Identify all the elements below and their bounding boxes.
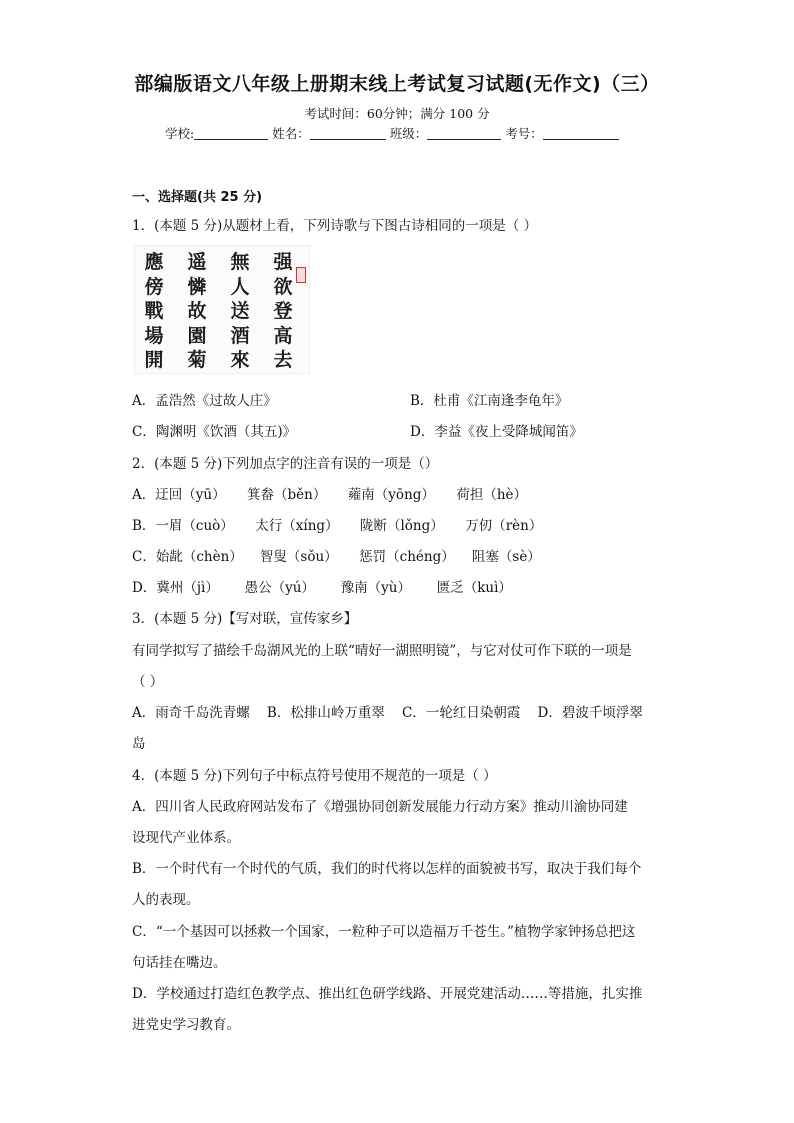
exam-title: 部编版语文八年级上册期末线上考试复习试题(无作文)（三）	[134, 73, 660, 95]
q1-stem: 1．(本题 5 分)从题材上看，下列诗歌与下图古诗相同的一项是（ ）	[132, 218, 538, 234]
q2-option-c[interactable]: C．始龀（chèn） 智叟（sǒu） 惩罚（chéng） 阻塞（sè）	[132, 549, 541, 565]
calligraphy-char: 强	[273, 251, 293, 273]
calligraphy-char: 開	[144, 349, 164, 371]
class-label: 班级：	[389, 126, 428, 141]
school-blank[interactable]	[194, 126, 268, 140]
calligraphy-char: 憐	[187, 275, 207, 298]
calligraphy-column-3	[183, 250, 211, 373]
q2-option-a[interactable]: A．迂回（yū） 箕畚（běn） 蕹南（yōng） 荷担（hè）	[132, 487, 528, 503]
calligraphy-char: 戰	[144, 300, 164, 322]
calligraphy-char: 傍	[144, 275, 164, 298]
q2-option-d[interactable]: D．冀州（jì） 愚公（yú） 豫南（yù） 匮乏（kuì）	[132, 580, 512, 596]
q4-option-c-line-1[interactable]: C．“一个基因可以拯救一个国家，一粒种子可以造福万千苍生。”植物学家钟扬总把这	[132, 924, 636, 940]
calligraphy-char: 應	[144, 251, 164, 273]
q2-option-b[interactable]: B．一眉（cuò） 太行（xíng） 陇断（lǒng） 万仞（rèn）	[132, 518, 543, 534]
calligraphy-char: 菊	[187, 349, 207, 371]
q2-stem: 2．(本题 5 分)下列加点字的注音有误的一项是（）	[132, 456, 439, 472]
q3-stem: 3．(本题 5 分)【写对联，宣传家乡】	[132, 611, 358, 627]
calligraphy-column-2	[226, 250, 254, 373]
calligraphy-char: 場	[144, 324, 164, 347]
red-seal-stamp	[296, 267, 306, 283]
section-heading: 一、选择题(共 25 分)	[132, 190, 263, 205]
q4-option-b-line-1[interactable]: B．一个时代有一个时代的气质，我们的时代将以怎样的面貌被书写，取决于我们每个	[132, 861, 642, 877]
name-blank[interactable]	[310, 126, 386, 140]
calligraphy-char: 登	[273, 300, 293, 322]
student-info-row	[165, 124, 619, 142]
q3-options-line-2[interactable]: 岛	[132, 736, 146, 752]
calligraphy-column-1	[269, 250, 297, 373]
name-label: 姓名：	[272, 126, 310, 141]
calligraphy-char: 遥	[187, 251, 207, 273]
calligraphy-char: 高	[273, 324, 293, 347]
q1-option-b[interactable]: B．杜甫《江南逢李龟年》	[410, 393, 569, 409]
q4-option-c-line-2[interactable]: 句话挂在嘴边。	[132, 955, 227, 971]
q4-stem: 4．(本题 5 分)下列句子中标点符号使用不规范的一项是（ ）	[132, 768, 497, 784]
q3-body-line-1: 有同学拟写了描绘千岛湖风光的上联“晴好一湖照明镜”，与它对仗可作下联的一项是	[132, 643, 632, 659]
q1-option-d[interactable]: D．李益《夜上受降城闻笛》	[410, 424, 583, 440]
id-label: 考号：	[505, 126, 543, 141]
q1-option-a[interactable]: A．孟浩然《过故人庄》	[132, 393, 277, 409]
calligraphy-char: 送	[230, 300, 250, 322]
calligraphy-column-4	[140, 250, 168, 373]
calligraphy-char: 園	[187, 324, 207, 347]
calligraphy-char: 欲	[273, 275, 293, 298]
calligraphy-char: 去	[273, 349, 293, 371]
school-label: 学校:	[165, 126, 195, 141]
q4-option-b-line-2[interactable]: 人的表现。	[132, 892, 200, 908]
q4-option-d-line-2[interactable]: 进党史学习教育。	[132, 1017, 240, 1033]
q1-option-c[interactable]: C．陶渊明《饮酒（其五)》	[132, 424, 297, 440]
class-blank[interactable]	[427, 126, 501, 140]
calligraphy-char: 故	[187, 300, 207, 322]
calligraphy-char: 酒	[230, 324, 250, 347]
calligraphy-char: 人	[230, 275, 250, 298]
calligraphy-char: 無	[230, 251, 250, 273]
calligraphy-poem-image	[134, 245, 310, 374]
q3-options-line-1[interactable]: A．雨奇千岛洗青螺 B．松排山岭万重翠 C．一轮红日染朝霞 D．碧波千顷浮翠	[132, 705, 643, 721]
id-blank[interactable]	[543, 126, 619, 140]
q4-option-d-line-1[interactable]: D．学校通过打造红色教学点、推出红色研学线路、开展党建活动……等措施，扎实推	[132, 986, 643, 1002]
q3-body-line-2: （ ）	[132, 674, 164, 690]
exam-time-info: 考试时间：60分钟；满分 100 分	[304, 106, 490, 121]
calligraphy-char: 來	[230, 349, 250, 371]
q4-option-a-line-2[interactable]: 设现代产业体系。	[132, 830, 240, 846]
q4-option-a-line-1[interactable]: A．四川省人民政府网站发布了《增强协同创新发展能力行动方案》推动川渝协同建	[132, 799, 628, 815]
